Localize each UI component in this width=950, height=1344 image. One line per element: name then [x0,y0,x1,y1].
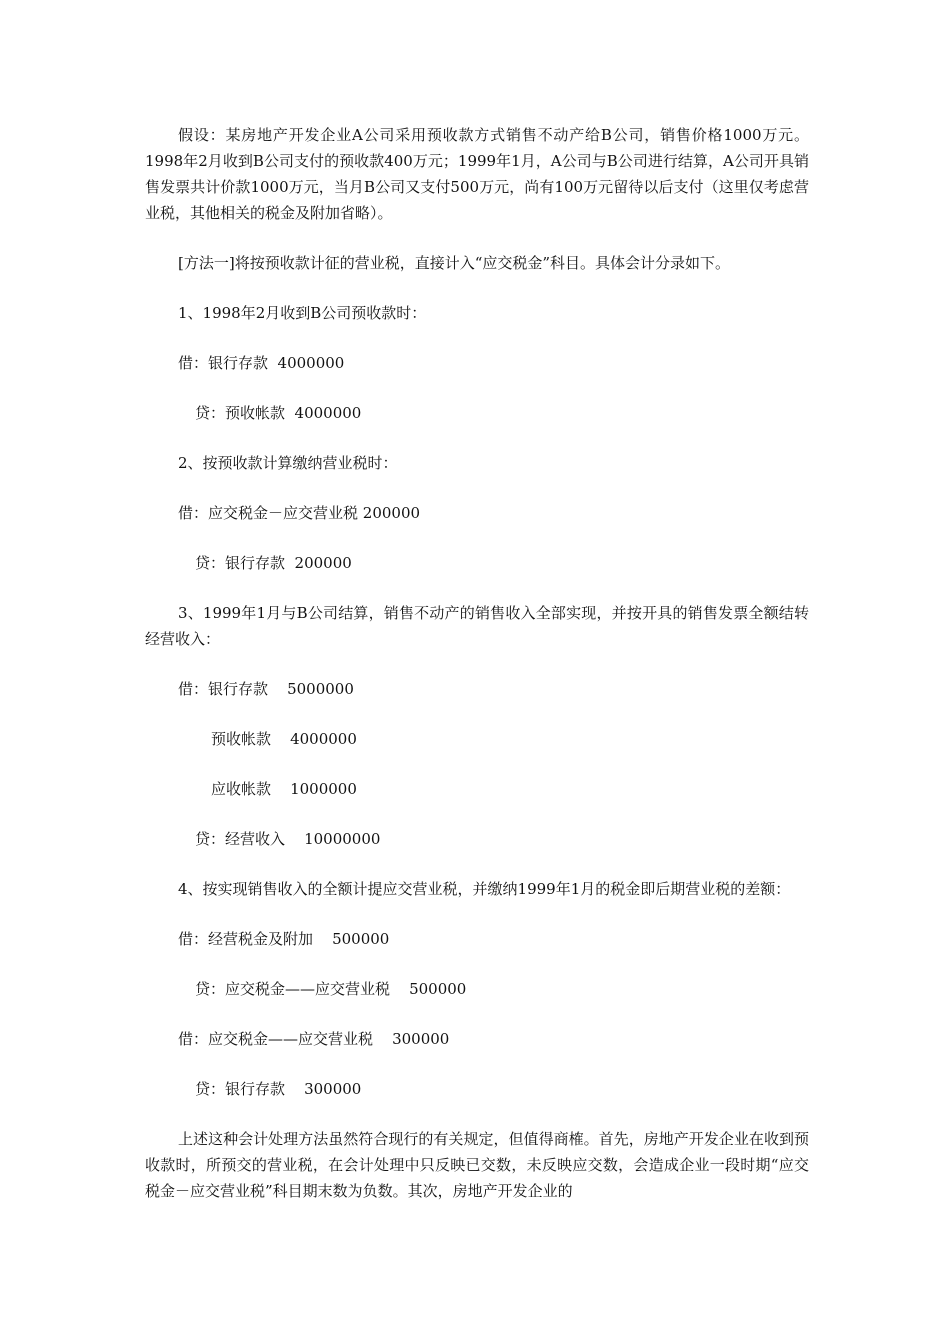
document-page [145,122,809,1228]
step-one-heading: 1、1998年2月收到B公司预收款时： [178,304,427,322]
step-three-debit-line-2: 预收帐款 4000000 [211,730,357,748]
intro-paragraph: 假设：某房地产开发企业A公司采用预收款方式销售不动产给B公司，销售价格1000万元。1998年2月收到B公司支付的预收款400万元；1999年1月，A公司与B公司进行结算，A公司开具销售发票共计价款1000万元，当月B公司又支付500万元，尚有100万元留待以后支付（这里仅考虑营业税，其他相关的税金及附加省略）。 [145,126,809,222]
step-four-credit-line-2: 贷：银行存款 300000 [195,1080,362,1098]
step-three-credit-line: 贷：经营收入 10000000 [195,830,381,848]
step-three-debit-line-3: 应收帐款 1000000 [211,780,357,798]
step-two-debit-line: 借：应交税金－应交营业税 200000 [178,504,421,522]
step-one-debit-line: 借：银行存款 4000000 [178,354,345,372]
step-four-debit-line-1: 借：经营税金及附加 500000 [178,930,390,948]
step-three-heading: 3、1999年1月与B公司结算，销售不动产的销售收入全部实现，并按开具的销售发票全额结转经营收入： [145,604,809,648]
step-two-heading: 2、按预收款计算缴纳营业税时： [178,454,398,472]
step-four-credit-line-1: 贷：应交税金——应交营业税 500000 [195,980,467,998]
method-one-paragraph: [方法一]将按预收款计征的营业税，直接计入“应交税金”科目。具体会计分录如下。 [178,254,731,272]
step-one-credit-line: 贷：预收帐款 4000000 [195,404,362,422]
step-four-debit-line-2: 借：应交税金——应交营业税 300000 [178,1030,450,1048]
commentary-paragraph: 上述这种会计处理方法虽然符合现行的有关规定，但值得商榷。首先，房地产开发企业在收到预收款时，所预交的营业税，在会计处理中只反映已交数，未反映应交数，会造成企业一段时期“应交税金－应交营业税”科目期末数为负数。其次，房地产开发企业的 [145,1130,809,1200]
step-four-heading: 4、按实现销售收入的全额计提应交营业税，并缴纳1999年1月的税金即后期营业税的差额： [178,880,791,898]
step-two-credit-line: 贷：银行存款 200000 [195,554,352,572]
step-three-debit-line-1: 借：银行存款 5000000 [178,680,354,698]
